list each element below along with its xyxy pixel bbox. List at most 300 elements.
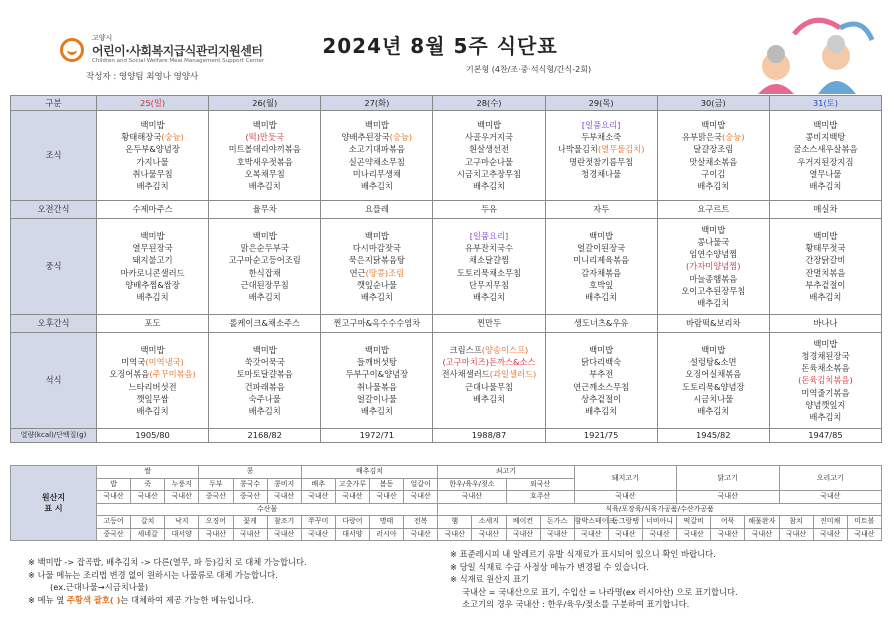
calories-cell: 1988/87 xyxy=(433,429,545,443)
breakfast-row xyxy=(11,111,882,201)
menu-item: 깻잎무쌈 xyxy=(136,393,169,404)
menu-item: 맑은순두부국 xyxy=(240,243,289,254)
origin-cell: 국내산 xyxy=(847,528,881,541)
menu-item: 백미밥 xyxy=(813,120,838,131)
pm_snack-cell: 찐고구마&옥수수수염차 xyxy=(321,315,433,333)
origin-cell: 중국산 xyxy=(199,491,233,504)
origin-cell: 두부 xyxy=(199,478,233,491)
menu-item: 흰살생선전 xyxy=(468,144,510,155)
origin-cat-seafood: 수산물 xyxy=(97,503,438,516)
menu-item: 오복채무침 xyxy=(244,168,285,179)
origin-cell: 해물완자 xyxy=(745,516,779,529)
note-line: ※ 백미밥 -> 잡곡밥, 배추김치 -> 다른(열무, 파 등)김치 로 대체 가능합니다. xyxy=(28,557,307,567)
lunch-row xyxy=(11,219,882,315)
menu-item: 들깨버섯탕 xyxy=(356,357,397,368)
day-header: 29(목) xyxy=(545,96,657,111)
menu-item: 양념깻잎지 xyxy=(805,399,846,410)
menu-item: 백미밥 xyxy=(701,120,726,131)
am_snack-cell: 율무차 xyxy=(209,201,321,219)
menu-item: 미트볼데리야끼볶음 xyxy=(228,144,301,155)
menu-item: 배추김치 xyxy=(809,411,842,422)
day-header: 25(일) xyxy=(97,96,209,111)
note-line: ※ 식재료 원산지 표기 xyxy=(450,574,529,585)
origin-cell: 낙지 xyxy=(165,516,199,529)
menu-item: 백미밥 xyxy=(140,120,165,131)
origin-cell: 배추 xyxy=(301,478,335,491)
menu-item: 백미밥 xyxy=(813,339,838,350)
origin-cell: 햄 xyxy=(438,516,472,529)
origin-cat-pork: 돼지고기 xyxy=(574,466,676,491)
menu-item: 배추김치 xyxy=(360,405,393,416)
origin-cell: 중국산 xyxy=(97,528,131,541)
origin-cell: 한우/육우/젖소 xyxy=(438,478,506,491)
origin-cell: 국내산 xyxy=(438,528,472,541)
origin-cat-beans: 콩 xyxy=(199,466,301,479)
menu-item: 배추김치 xyxy=(472,291,506,302)
origin-cell: 국내산 xyxy=(813,528,847,541)
origin-cell: 봄동 xyxy=(370,478,404,491)
origin-cell: 국내산 xyxy=(165,491,199,504)
dinner-cell xyxy=(545,333,657,429)
pm_snack-cell: 생도너츠&우유 xyxy=(545,315,657,333)
menu-item: 실곤약채소무침 xyxy=(348,156,405,167)
menu-item: 백미밥 xyxy=(589,231,614,242)
row-label-calories: 열량(kcal)/단백질(g) xyxy=(11,429,97,443)
menu-item: 두부채소죽 xyxy=(581,132,622,143)
day-header: 30(금) xyxy=(657,96,769,111)
origin-label xyxy=(11,466,97,541)
menu-item: 얼갈이나물 xyxy=(356,393,397,404)
org-name: 어린이·사회복지급식관리지원센터 xyxy=(92,44,263,58)
menu-item: 묵은지닭볶음탕 xyxy=(348,255,405,266)
origin-cell: 갈치 xyxy=(131,516,165,529)
menu-item: 백미밥 xyxy=(813,231,838,242)
menu-item: 도토리묵채소무침 xyxy=(456,267,522,278)
breakfast-cell xyxy=(209,111,321,201)
origin-cell: 국내산 xyxy=(301,491,335,504)
org-name-english: Children and Social Welfare Meal Management Support Center xyxy=(92,58,265,64)
menu-item: 배추김치 xyxy=(697,405,730,416)
origin-cat-chicken: 닭고기 xyxy=(677,466,779,491)
calories-cell: 2168/82 xyxy=(209,429,321,443)
menu-item: 나박물김치(열무물김치) xyxy=(557,144,645,155)
origin-cell: 국내산 xyxy=(233,528,267,541)
menu-item: 마늘종햄볶음 xyxy=(689,273,738,284)
menu-item: 근대나물무침 xyxy=(464,381,514,392)
am_snack-cell: 수제마주스 xyxy=(97,201,209,219)
note-line: 국내산 = 국내산으로 표기, 수입산 = 나라명(ex 러시아산) 으로 표기합니다. xyxy=(462,586,738,597)
menu-item: 고구마순고등어조림 xyxy=(228,255,301,266)
decorative-illustration xyxy=(744,10,884,94)
row-label-breakfast: 조식 xyxy=(11,111,97,201)
origin-row-origins xyxy=(11,491,882,504)
calories-cell: 1972/71 xyxy=(321,429,433,443)
calories-row xyxy=(11,429,882,443)
dinner-cell xyxy=(433,333,545,429)
origin-cell: 죽 xyxy=(131,478,165,491)
pm_snack-cell: 찐만두 xyxy=(433,315,545,333)
dinner-cell xyxy=(321,333,433,429)
origin-cat-rice: 쌀 xyxy=(97,466,199,479)
menu-item: 오징어실채볶음 xyxy=(685,369,742,380)
origin-cat-duck: 오리고기 xyxy=(779,466,882,491)
am-snack-row xyxy=(11,201,882,219)
menu-item: 배추김치 xyxy=(248,405,281,416)
writer-info: 작성자 : 영양팀 최영나 영양사 xyxy=(86,72,199,82)
menu-item: 배추김치 xyxy=(585,291,618,302)
menu-item: 온두부&양념장 xyxy=(125,144,180,155)
menu-item: 백미밥 xyxy=(701,225,726,236)
menu-item: 호박잎 xyxy=(589,279,614,290)
calories-cell: 1905/80 xyxy=(97,429,209,443)
note-line: ※ 나물 메뉴는 조리법 변경 없이 원하시는 나물류로 대체 가능합니다. xyxy=(28,569,278,580)
note-text: ※ 메뉴 옆 xyxy=(28,594,67,605)
menu-item: 백미밥 xyxy=(589,345,614,356)
menu-item: 미나리무생채 xyxy=(352,168,401,179)
origin-cell: 국내산 xyxy=(779,528,813,541)
origin-cell: 소세지 xyxy=(472,516,506,529)
menu-item: 오이고추된장무침 xyxy=(681,285,746,296)
menu-item: 시금치고추장무침 xyxy=(456,168,522,179)
menu-item: 근대된장무침 xyxy=(240,279,289,290)
note-line: ※ 당일 식재료 수급 사정상 메뉴가 변경될 수 있습니다. xyxy=(450,561,650,572)
menu-item: 부추겉절이 xyxy=(805,279,846,290)
menu-item: 숙주나물 xyxy=(248,393,281,404)
menu-item: 취나물무침 xyxy=(132,168,173,179)
menu-item: 청경채된장국 xyxy=(801,351,850,362)
row-label-am-snack: 오전간식 xyxy=(11,201,97,219)
origin-cell: 러시아 xyxy=(370,528,404,541)
menu-item: 배추김치 xyxy=(585,405,618,416)
origin-cell: 국내산 xyxy=(199,528,233,541)
calories-cell: 1945/82 xyxy=(657,429,769,443)
lunch-cell xyxy=(97,219,209,315)
menu-item: 백미밥 xyxy=(476,120,502,131)
menu-item: 배추김치 xyxy=(136,180,169,191)
corner-cell: 구분 xyxy=(11,96,97,111)
menu-item: 두부구이&양념장 xyxy=(345,369,409,380)
notes-right xyxy=(450,548,886,611)
breakfast-cell xyxy=(433,111,545,201)
menu-item: 백미밥 xyxy=(364,231,389,242)
origin-cell: 밥 xyxy=(97,478,131,491)
pm_snack-cell: 바람떡&보리차 xyxy=(657,315,769,333)
org-city: 고양시 xyxy=(92,34,113,42)
menu-item: 얼갈이된장국 xyxy=(577,243,626,254)
origin-cell: 국내산 xyxy=(370,491,404,504)
lunch-cell xyxy=(433,219,545,315)
origin-cell: 참치 xyxy=(779,516,813,529)
origin-cell: 국내산 xyxy=(472,528,506,541)
am_snack-cell: 두유 xyxy=(433,201,545,219)
menu-item: 크림스프(양송이스프) xyxy=(449,345,529,356)
menu-item: 돈육채소볶음 xyxy=(801,363,850,374)
center-logo-icon xyxy=(60,38,84,62)
origin-cat-kimchi: 배추김치 xyxy=(301,466,438,479)
menu-item: 마카로니콘샐러드 xyxy=(120,267,185,278)
origin-cell: 미트볼 xyxy=(847,516,881,529)
origin-cat-beef: 쇠고기 xyxy=(438,466,575,479)
menu-item: 명란젓참기름무침 xyxy=(569,156,634,167)
breakfast-cell xyxy=(769,111,881,201)
menu-item: 한식잡채 xyxy=(248,267,281,278)
menu-item: 쑥갓어묵국 xyxy=(244,357,285,368)
row-label-dinner: 석식 xyxy=(11,333,97,429)
origin-row-seafood-origins xyxy=(11,528,882,541)
origin-cell: 국내산 xyxy=(438,491,506,504)
origin-cell: 고춧가루 xyxy=(335,478,369,491)
menu-item: 전사채샐러드(과일샐러드) xyxy=(441,369,537,380)
menu-item: 단무지무침 xyxy=(468,279,510,290)
menu-item: (가자미양념찜) xyxy=(685,261,741,272)
menu-item: 감자채볶음 xyxy=(581,267,622,278)
origin-cell: 떡갈비 xyxy=(677,516,711,529)
breakfast-cell xyxy=(321,111,433,201)
origin-cell: 세네갈 xyxy=(131,528,165,541)
menu-item: 닭다리백숙 xyxy=(581,357,622,368)
calories-cell: 1921/75 xyxy=(545,429,657,443)
origin-row-categories xyxy=(11,466,882,479)
origin-cell: 국내산 xyxy=(608,528,642,541)
menu-item: 달걀장조림 xyxy=(693,144,734,155)
header xyxy=(0,0,894,92)
dinner-cell xyxy=(209,333,321,429)
menu-item: 미역줄기볶음 xyxy=(801,387,850,398)
origin-cell: 국내산 xyxy=(540,528,574,541)
origin-cell: 전복 xyxy=(404,516,438,529)
origin-cell: 국내산 xyxy=(745,528,779,541)
menu-item: 황태해장국(숭늉) xyxy=(121,132,184,143)
menu-item: 미역국(미역냉국) xyxy=(121,357,184,368)
origin-cell: 동그랑땡 xyxy=(608,516,642,529)
origin-cell: 쭈꾸미 xyxy=(301,516,335,529)
menu-item: [일품요리] xyxy=(581,120,621,131)
menu-item: 미니리제육볶음 xyxy=(573,255,630,266)
origin-cell: 오징어 xyxy=(199,516,233,529)
row-label-lunch: 중식 xyxy=(11,219,97,315)
note-line xyxy=(28,594,448,607)
menu-item: 백미밥 xyxy=(140,231,165,242)
menu-item: 배추김치 xyxy=(697,180,730,191)
menu-item: 깻잎순나물 xyxy=(356,279,397,290)
menu-item: 백미밥 xyxy=(252,231,277,242)
table-header-row xyxy=(11,96,882,111)
menu-item: 배추김치 xyxy=(360,291,393,302)
origin-cell: 고등어 xyxy=(97,516,131,529)
origin-cell: 얼갈이 xyxy=(404,478,438,491)
menu-item: 배추김치 xyxy=(472,393,506,404)
pm_snack-cell: 롤케이크&채소주스 xyxy=(209,315,321,333)
menu-item: 배추김치 xyxy=(809,291,842,302)
am_snack-cell: 요플레 xyxy=(321,201,433,219)
origin-cell: 베이컨 xyxy=(506,516,540,529)
origin-table xyxy=(10,465,882,541)
menu-item: 청경채나물 xyxy=(581,168,622,179)
menu-item: 간장닭갈비 xyxy=(805,255,846,266)
menu-item: 백미밥 xyxy=(364,120,389,131)
menu-item: 부추전 xyxy=(589,369,614,380)
pm_snack-cell: 포도 xyxy=(97,315,209,333)
pm_snack-cell: 바나나 xyxy=(769,315,881,333)
origin-cell: 대서양 xyxy=(335,528,369,541)
menu-item: 열무된장국 xyxy=(132,243,173,254)
menu-item: 배추김치 xyxy=(136,291,169,302)
note-line: (ex.근대나물→시금치나물) xyxy=(50,582,149,593)
origin-cell: 국내산 xyxy=(574,491,676,504)
origin-cell: 국내산 xyxy=(267,491,301,504)
page-subtitle: 기본형 (4찬/조·중·석식형/간식-2회) xyxy=(466,65,592,74)
menu-item: 오징어볶음(주꾸미볶음) xyxy=(109,369,196,380)
menu-item: 소고기대파볶음 xyxy=(348,144,405,155)
origin-row-seafood-items xyxy=(11,516,882,529)
menu-item: 시금치나물 xyxy=(693,393,734,404)
breakfast-cell xyxy=(545,111,657,201)
menu-item: 유부맑은국(숭늉) xyxy=(681,132,745,143)
menu-item: 취나물볶음 xyxy=(356,381,397,392)
origin-cell: 돈가스 xyxy=(540,516,574,529)
menu-item: 연근(땅콩)조림 xyxy=(349,267,405,278)
lunch-cell xyxy=(545,219,657,315)
menu-item: 배추김치 xyxy=(360,180,393,191)
origin-cell: 국내산 xyxy=(131,491,165,504)
menu-item: 배추김치 xyxy=(809,180,842,191)
origin-cell: 외국산 xyxy=(506,478,574,491)
origin-cell: 국내산 xyxy=(677,528,711,541)
dinner-row xyxy=(11,333,882,429)
menu-item: 배추김치 xyxy=(248,291,281,302)
notes-left xyxy=(28,556,448,606)
day-header: 31(토) xyxy=(769,96,881,111)
pm-snack-row xyxy=(11,315,882,333)
day-header: 27(화) xyxy=(321,96,433,111)
lunch-cell xyxy=(769,219,881,315)
origin-cell: 국내산 xyxy=(267,528,301,541)
menu-item: 가지나물 xyxy=(136,156,169,167)
origin-cell: 국내산 xyxy=(404,528,438,541)
menu-item: [일품요리] xyxy=(469,231,509,242)
calories-cell: 1947/85 xyxy=(769,429,881,443)
row-label-pm-snack: 오후간식 xyxy=(11,315,97,333)
menu-item: (돈육김치볶음) xyxy=(798,375,853,386)
origin-cell: 콩국수 xyxy=(233,478,267,491)
menu-item: 양배추된장국(숭늉) xyxy=(341,132,413,143)
origin-row-seafood-header xyxy=(11,503,882,516)
origin-cell: 국내산 xyxy=(404,491,438,504)
origin-cell: 국내산 xyxy=(779,491,882,504)
origin-cell: 대서양 xyxy=(165,528,199,541)
menu-item: 백미밥 xyxy=(252,345,277,356)
am_snack-cell: 매실차 xyxy=(769,201,881,219)
am_snack-cell: 요구르트 xyxy=(657,201,769,219)
origin-cell: 다랑어 xyxy=(335,516,369,529)
menu-item: 도토리묵&양념장 xyxy=(681,381,745,392)
origin-cell: 국내산 xyxy=(677,491,779,504)
origin-cell: 국내산 xyxy=(643,528,677,541)
menu-item: 설렁탕&소면 xyxy=(690,357,737,368)
menu-item: 상추겉절이 xyxy=(581,393,622,404)
menu-item: 유부잔치국수 xyxy=(464,243,514,254)
note-highlight: 주황색 괄호( ) xyxy=(66,594,121,605)
origin-label-line2: 표 시 xyxy=(44,504,63,513)
menu-item: 백미밥 xyxy=(252,120,277,131)
menu-item: 굴소스새우살볶음 xyxy=(793,144,858,155)
day-header: 28(수) xyxy=(433,96,545,111)
origin-cell: 국내산 xyxy=(97,491,131,504)
menu-item: 배추김치 xyxy=(136,405,169,416)
origin-cell: 국내산 xyxy=(574,528,608,541)
origin-cell: 누룽지 xyxy=(165,478,199,491)
menu-item: 열무나물 xyxy=(809,168,842,179)
menu-item: 구이김 xyxy=(701,168,726,179)
menu-item: 돼지불고기 xyxy=(132,255,173,266)
note-line: 소고기의 경우 국내산 : 한우/육우/젖소를 구분하여 표기합니다. xyxy=(462,599,690,610)
origin-cell: 진미채 xyxy=(813,516,847,529)
origin-cell: 국내산 xyxy=(506,528,540,541)
dinner-cell xyxy=(769,333,881,429)
menu-item: 임연수양념찜 xyxy=(689,249,738,260)
lunch-cell xyxy=(321,219,433,315)
origin-label-line1: 원산지 xyxy=(41,493,66,502)
menu-item: 우거지된장지짐 xyxy=(797,156,854,167)
origin-cell: 중국산 xyxy=(233,491,267,504)
menu-item: 잔멸치볶음 xyxy=(805,267,846,278)
menu-item: 건파래볶음 xyxy=(244,381,285,392)
menu-item: 고구마순나물 xyxy=(464,156,514,167)
menu-item: 백미밥 xyxy=(701,345,726,356)
menu-item: 호박새우젓볶음 xyxy=(236,156,293,167)
menu-item: 백미밥 xyxy=(364,345,389,356)
origin-cell: 호주산 xyxy=(506,491,574,504)
note-text: 는 대체하여 제공 가능한 메뉴입니다. xyxy=(120,594,254,605)
menu-item: 맛살채소볶음 xyxy=(689,156,738,167)
menu-item: 채소달걀찜 xyxy=(468,255,510,266)
origin-cell: 국내산 xyxy=(335,491,369,504)
day-header: 26(월) xyxy=(209,96,321,111)
menu-item: 콩비지백탕 xyxy=(805,132,846,143)
menu-item: 배추김치 xyxy=(472,180,506,191)
menu-item: 다시마감잣국 xyxy=(352,243,401,254)
origin-cell: 국내산 xyxy=(301,528,335,541)
origin-cell: 너비아니 xyxy=(643,516,677,529)
origin-cell: 국내산 xyxy=(711,528,745,541)
breakfast-cell xyxy=(657,111,769,201)
origin-cell: 함박스테이크 xyxy=(574,516,608,529)
meal-table xyxy=(10,95,882,443)
menu-item: 양배추찜&쌈장 xyxy=(125,279,180,290)
menu-item: (고구마치즈)돈까스&소스 xyxy=(442,357,536,368)
menu-item: 느타리버섯전 xyxy=(128,381,177,392)
origin-cell: 참조기 xyxy=(267,516,301,529)
menu-item: 배추김치 xyxy=(697,297,730,308)
origin-cell: 콩비지 xyxy=(267,478,301,491)
menu-item: 황태무젓국 xyxy=(805,243,846,254)
origin-cell: 꽃게 xyxy=(233,516,267,529)
menu-item: 콩나물국 xyxy=(697,237,730,248)
menu-item: 사골우거지국 xyxy=(464,132,514,143)
menu-item: (떡)만둣국 xyxy=(245,132,284,143)
origin-cell: 명태 xyxy=(370,516,404,529)
page-title: 2024년 8월 5주 식단표 xyxy=(322,34,558,58)
am_snack-cell: 자두 xyxy=(545,201,657,219)
origin-cell: 어묵 xyxy=(711,516,745,529)
lunch-cell xyxy=(657,219,769,315)
dinner-cell xyxy=(97,333,209,429)
origin-cat-processed: 식육/포장육/식육가공품/수산가공품 xyxy=(438,503,882,516)
breakfast-cell xyxy=(97,111,209,201)
note-line: ※ 표준레시피 내 알레르기 유발 식재료가 표시되어 있으니 확인 바랍니다. xyxy=(450,549,716,559)
dinner-cell xyxy=(657,333,769,429)
lunch-cell xyxy=(209,219,321,315)
